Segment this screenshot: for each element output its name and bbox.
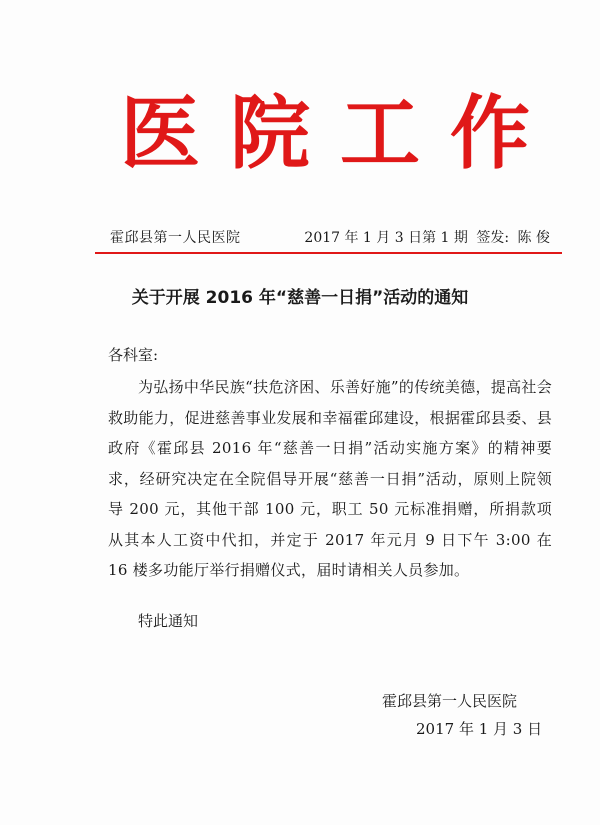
red-divider (95, 252, 562, 254)
notice-title: 关于开展 2016 年“慈善一日捐”活动的通知 (131, 288, 469, 308)
masthead-char: 作 (450, 86, 530, 180)
masthead-char: 院 (230, 86, 310, 180)
issue-info (300, 227, 550, 247)
salutation: 各科室: (108, 346, 159, 364)
issue-meta-line (110, 226, 550, 248)
masthead-title (120, 88, 530, 178)
issue-number: 2017 年 1 月 3 日第 1 期 (304, 230, 468, 246)
masthead-char: 工 (340, 86, 420, 180)
masthead-char: 医 (120, 86, 200, 180)
issuing-organization: 霍邱县第一人民医院 (110, 230, 241, 246)
closing-line: 特此通知 (138, 612, 199, 630)
notice-body: 为弘扬中华民族“扶危济困、乐善好施”的传统美德，提高社会救助能力，促进慈善事业发展和幸福霍邱建设，根据霍邱县委、县政府《霍邱县 2016 年“慈善一日捐”活动实施方案》的精神要求，经研究决定在全院倡导开展“慈善一日捐”活动，原则上院领导 200 元，其他干部 100 元，职工 50 元标准捐赠，所捐款项从其本人工资中代扣，并定于 2017 年元月 9 日下午 3:00 在 16 楼多功能厅举行捐赠仪式，届时请相关人员参加。 (108, 378, 552, 579)
signature-date: 2017 年 1 月 3 日 (416, 720, 543, 738)
signer-label: 签发: (476, 230, 510, 246)
signer-name: 陈 俊 (517, 230, 550, 246)
signature-organization: 霍邱县第一人民医院 (382, 692, 518, 710)
